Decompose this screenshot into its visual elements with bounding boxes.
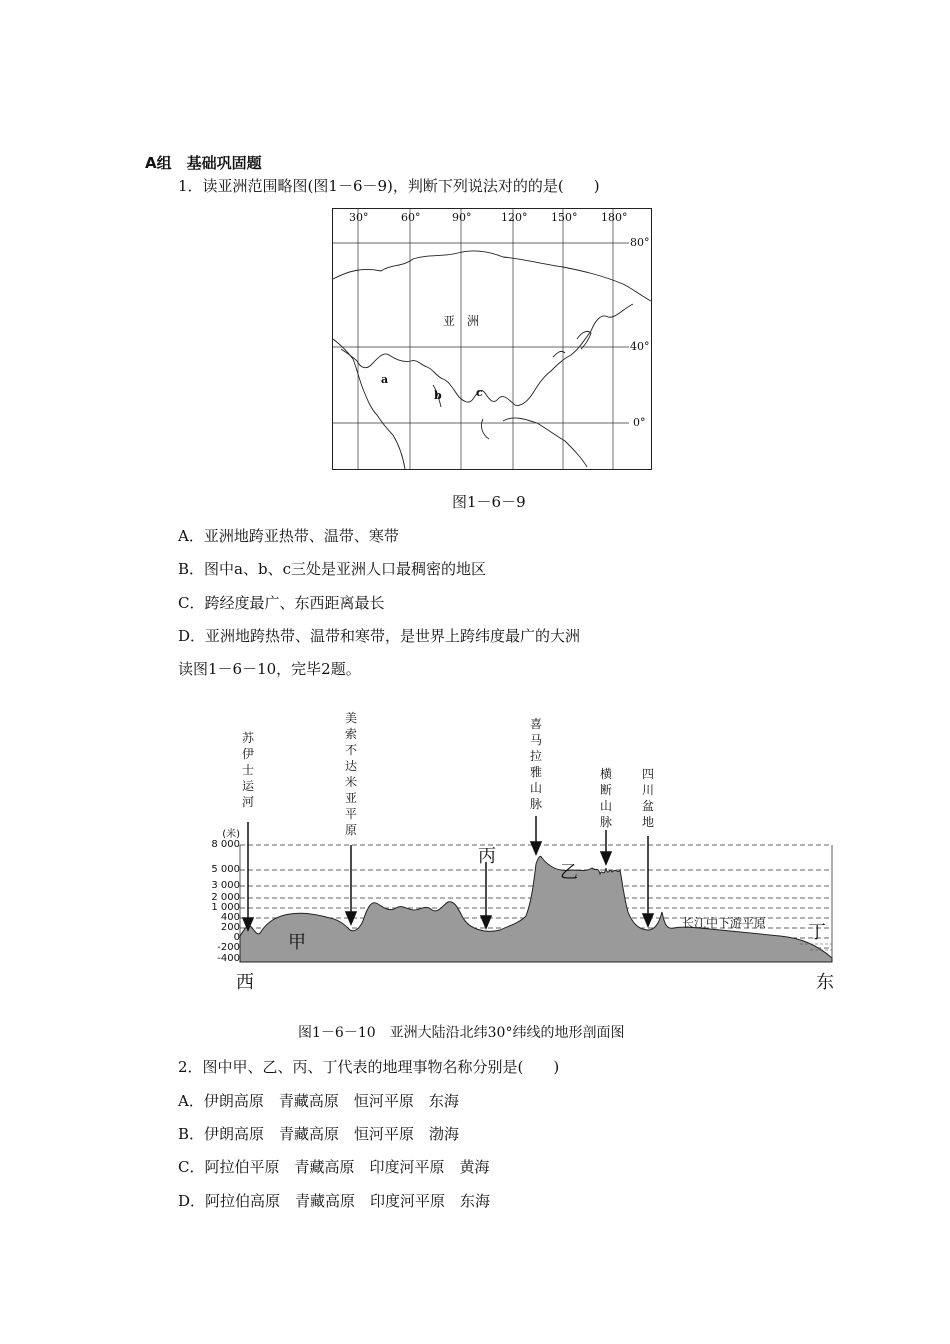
section-title: A组 基础巩固题 (145, 154, 262, 172)
altitude-tick-minus-200: -200 (217, 942, 240, 953)
q1-option-d: D．亚洲地跨热带、温带和寒带，是世界上跨纬度最广的大洲 (178, 627, 581, 645)
callout-hengduan: 横断山脉 (599, 767, 612, 829)
lon-label-150: 150° (551, 211, 578, 224)
callout-himalaya: 喜马拉雅山脉 (529, 717, 542, 811)
lon-label-30: 30° (349, 211, 369, 224)
altitude-tick-8000: 8 000 (211, 839, 240, 850)
altitude-tick-3000: 3 000 (211, 880, 240, 891)
figure-1-6-10-caption: 图1－6－10 亚洲大陆沿北纬30°纬线的地形剖面图 (298, 1025, 625, 1041)
question-1-stem: 1．读亚洲范围略图(图1－6－9)，判断下列说法对的的是( ) (178, 177, 600, 195)
lon-label-180: 180° (601, 211, 628, 224)
callout-sichuan-basin: 四川盆地 (641, 767, 654, 829)
lon-label-60: 60° (401, 211, 421, 224)
asia-map (332, 208, 652, 470)
question-2-stem: 2．图中甲、乙、丙、丁代表的地理事物名称分别是( ) (178, 1058, 560, 1076)
direction-east: 东 (816, 972, 834, 993)
altitude-tick-2000: 2 000 (211, 892, 240, 903)
q2-option-a: A．伊朗高原 青藏高原 恒河平原 东海 (178, 1092, 459, 1110)
map-marker-b: b (434, 389, 442, 402)
lat-label-0: 0° (633, 416, 646, 429)
q2-option-b: B．伊朗高原 青藏高原 恒河平原 渤海 (178, 1125, 460, 1143)
asia-map-drawing (333, 209, 651, 469)
altitude-tick-200: 200 (220, 922, 240, 933)
lat-label-40: 40° (630, 340, 650, 353)
q1-option-c: C．跨经度最广、东西距离最长 (178, 594, 385, 612)
region-label-jia: 甲 (288, 932, 306, 953)
region-label-bing: 丙 (478, 846, 496, 867)
callout-suez-canal: 苏伊士运河 (241, 731, 254, 809)
altitude-tick-5000: 5 000 (211, 864, 240, 875)
terrain-profile-figure (200, 700, 860, 1000)
altitude-tick-0: 0 (233, 932, 240, 943)
lon-label-120: 120° (501, 211, 528, 224)
region-label-ding: 丁 (808, 922, 826, 943)
figure-1-6-9-caption: 图1－6－9 (452, 493, 526, 511)
plain-label: 长江中下游平原 (682, 916, 767, 930)
altitude-tick-400: 400 (220, 912, 240, 923)
region-label-yi: 乙 (560, 862, 578, 883)
lat-label-80: 80° (630, 236, 650, 249)
map-marker-c: c (476, 386, 483, 399)
intro-question-2: 读图1－6－10，完毕2题。 (178, 660, 361, 678)
lon-label-90: 90° (452, 211, 472, 224)
q1-option-a: A．亚洲地跨亚热带、温带、寒带 (178, 527, 399, 545)
altitude-tick-minus-400: -400 (217, 953, 240, 964)
direction-west: 西 (236, 972, 254, 993)
callout-mesopotamia: 美索不达米亚平原 (344, 711, 357, 837)
altitude-unit: (米) (222, 829, 240, 840)
q2-option-c: C．阿拉伯平原 青藏高原 印度河平原 黄海 (178, 1158, 490, 1176)
map-marker-a: a (381, 373, 389, 386)
q1-option-b: B．图中a、b、c三处是亚洲人口最稠密的地区 (178, 560, 486, 578)
terrain-profile-shape (240, 856, 832, 962)
altitude-tick-1000: 1 000 (211, 902, 240, 913)
q2-option-d: D．阿拉伯高原 青藏高原 印度河平原 东海 (178, 1192, 491, 1210)
region-label-asia: 亚 洲 (443, 314, 480, 328)
